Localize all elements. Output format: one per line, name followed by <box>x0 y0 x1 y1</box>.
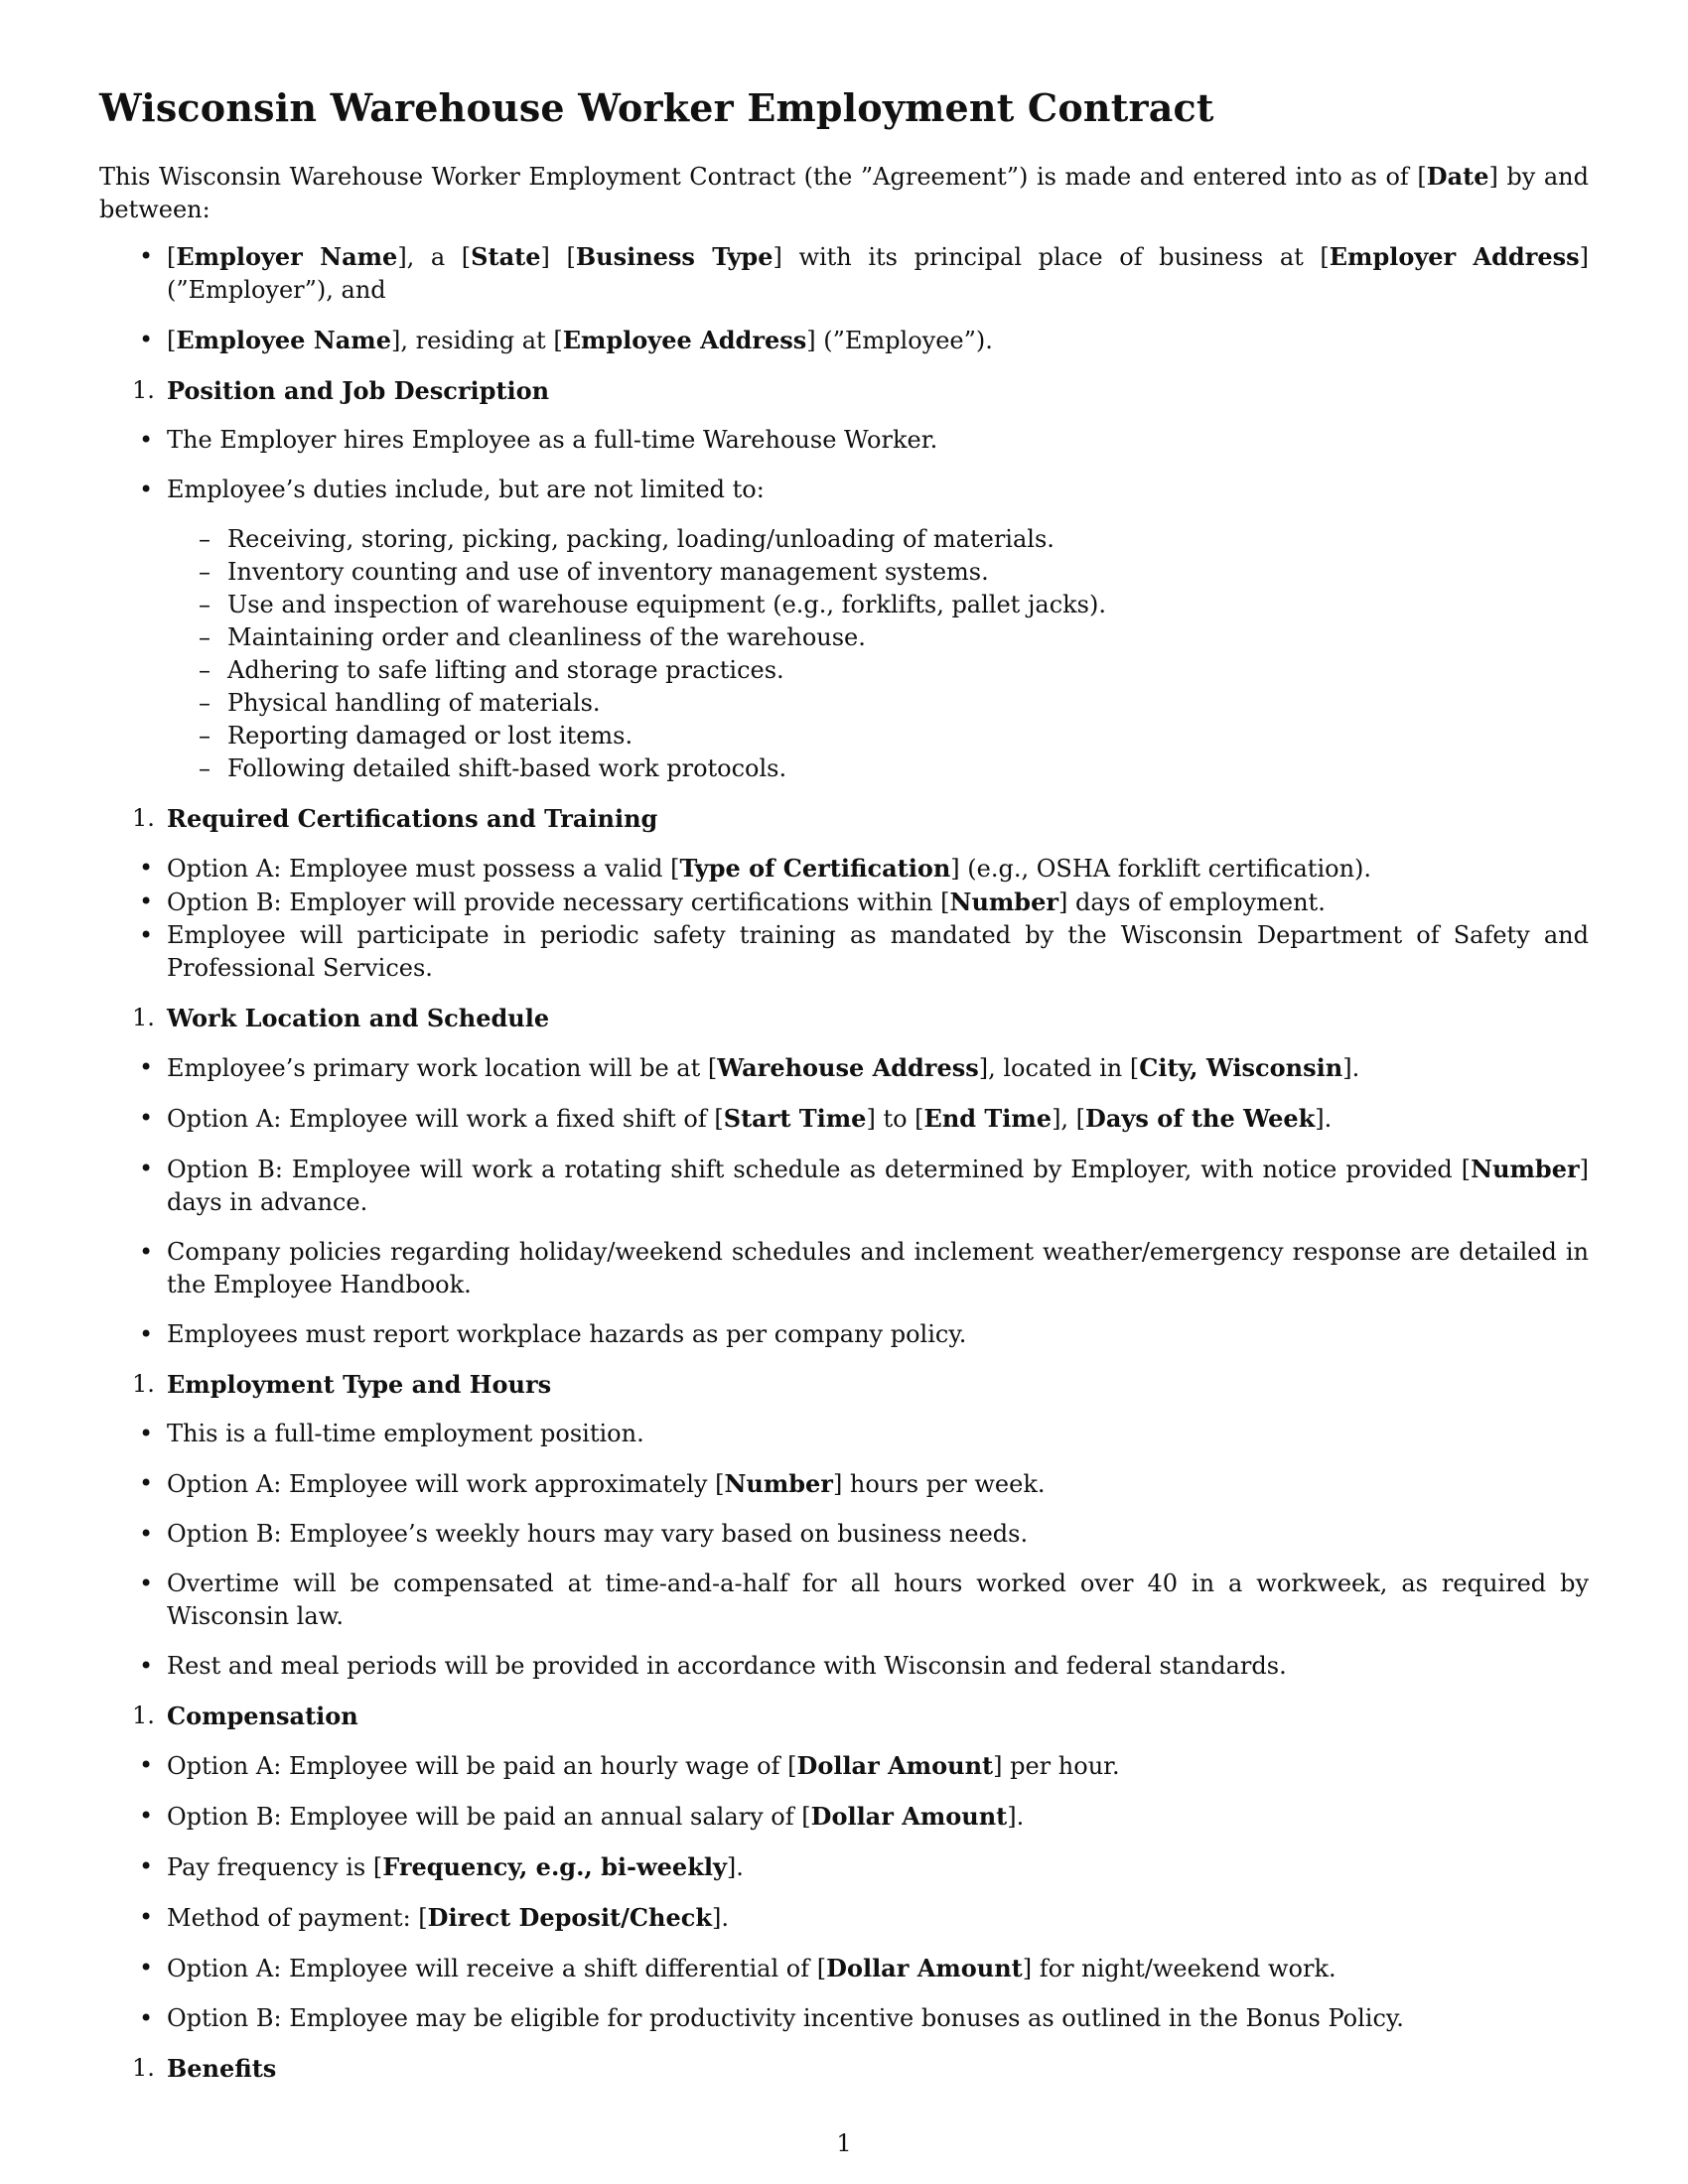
list-item: • Option B: Employee will work a rotating shift schedule as determined by Employer, with notice provided [Number] days in advance. <box>99 1153 1589 1219</box>
list-item: • Company policies regarding holiday/weekend schedules and inclement weather/emergency response are detailed in the Employee Handbook. <box>99 1236 1589 1301</box>
section-heading: 1. Employment Type and Hours <box>132 1370 552 1399</box>
list-item: • Pay frequency is [Frequency, e.g., bi-weekly]. <box>99 1850 1589 1884</box>
list-item: • Employees must report workplace hazards as per company policy. <box>99 1318 1589 1351</box>
list-item: • Option A: Employee will be paid an hourly wage of [Dollar Amount] per hour. <box>99 1749 1589 1783</box>
section-list <box>99 1418 1589 1683</box>
list-item: • Option A: Employee must possess a valid [Type of Certification] (e.g., OSHA forklift certification). <box>99 852 1589 886</box>
list-item: • Option B: Employer will provide necessary certifications within [Number] days of employment. <box>99 886 1589 919</box>
section-list <box>99 424 1589 506</box>
list-item: • The Employer hires Employee as a full-time Warehouse Worker. <box>99 424 1589 457</box>
list-item: • Option A: Employee will receive a shift differential of [Dollar Amount] for night/weekend work. <box>99 1952 1589 1985</box>
section-heading: 1. Compensation <box>132 1702 358 1730</box>
duty-item: – Inventory counting and use of inventory management systems. <box>99 556 1589 589</box>
duties-list <box>99 523 1589 785</box>
list-item: • Employee will participate in periodic safety training as mandated by the Wisconsin Department of Safety and Professional Services. <box>99 919 1589 985</box>
list-item: • Overtime will be compensated at time-and-a-half for all hours worked over 40 in a workweek, as required by Wisconsin law. <box>99 1568 1589 1633</box>
parties-list <box>99 240 1589 357</box>
section-list <box>99 852 1589 985</box>
list-item: • Employee’s duties include, but are not limited to: <box>99 474 1589 506</box>
duty-item: – Maintaining order and cleanliness of the warehouse. <box>99 621 1589 654</box>
duty-item: – Receiving, storing, picking, packing, loading/unloading of materials. <box>99 523 1589 556</box>
section-list <box>99 1749 1589 2035</box>
section-heading: 1. Required Certifications and Training <box>132 804 658 833</box>
document-title: Wisconsin Warehouse Worker Employment Contract <box>99 85 1214 130</box>
party-employee: • [Employee Name], residing at [Employee Address] (”Employee”). <box>99 324 1589 357</box>
section-heading: 1. Position and Job Description <box>132 376 550 405</box>
list-item: • Option A: Employee will work a fixed shift of [Start Time] to [End Time], [Days of the Week]. <box>99 1102 1589 1136</box>
section-list <box>99 1051 1589 1351</box>
list-item: • This is a full-time employment position. <box>99 1418 1589 1450</box>
duty-item: – Adhering to safe lifting and storage practices. <box>99 654 1589 687</box>
duty-item: – Following detailed shift-based work protocols. <box>99 752 1589 785</box>
list-item: • Rest and meal periods will be provided in accordance with Wisconsin and federal standards. <box>99 1650 1589 1683</box>
list-item: • Method of payment: [Direct Deposit/Check]. <box>99 1901 1589 1935</box>
duty-item: – Physical handling of materials. <box>99 687 1589 720</box>
duty-item: – Use and inspection of warehouse equipment (e.g., forklifts, pallet jacks). <box>99 589 1589 621</box>
party-employer: • [Employer Name], a [State] [Business Type] with its principal place of business at [Employer Address] (”Employer”), and <box>99 240 1589 307</box>
page-number: 1 <box>836 2129 852 2157</box>
section-heading: 1. Work Location and Schedule <box>132 1004 550 1032</box>
list-item: • Option B: Employee’s weekly hours may vary based on business needs. <box>99 1518 1589 1551</box>
section-heading: 1. Benefits <box>132 2054 277 2083</box>
duty-item: – Reporting damaged or lost items. <box>99 720 1589 752</box>
list-item: • Employee’s primary work location will be at [Warehouse Address], located in [City, Wisconsin]. <box>99 1051 1589 1085</box>
list-item: • Option B: Employee may be eligible for productivity incentive bonuses as outlined in the Bonus Policy. <box>99 2002 1589 2035</box>
list-item: • Option B: Employee will be paid an annual salary of [Dollar Amount]. <box>99 1800 1589 1834</box>
list-item: • Option A: Employee will work approximately [Number] hours per week. <box>99 1467 1589 1501</box>
intro-paragraph: This Wisconsin Warehouse Worker Employment Contract (the ”Agreement”) is made and entered into as of [Date] by and between: <box>99 162 1590 223</box>
